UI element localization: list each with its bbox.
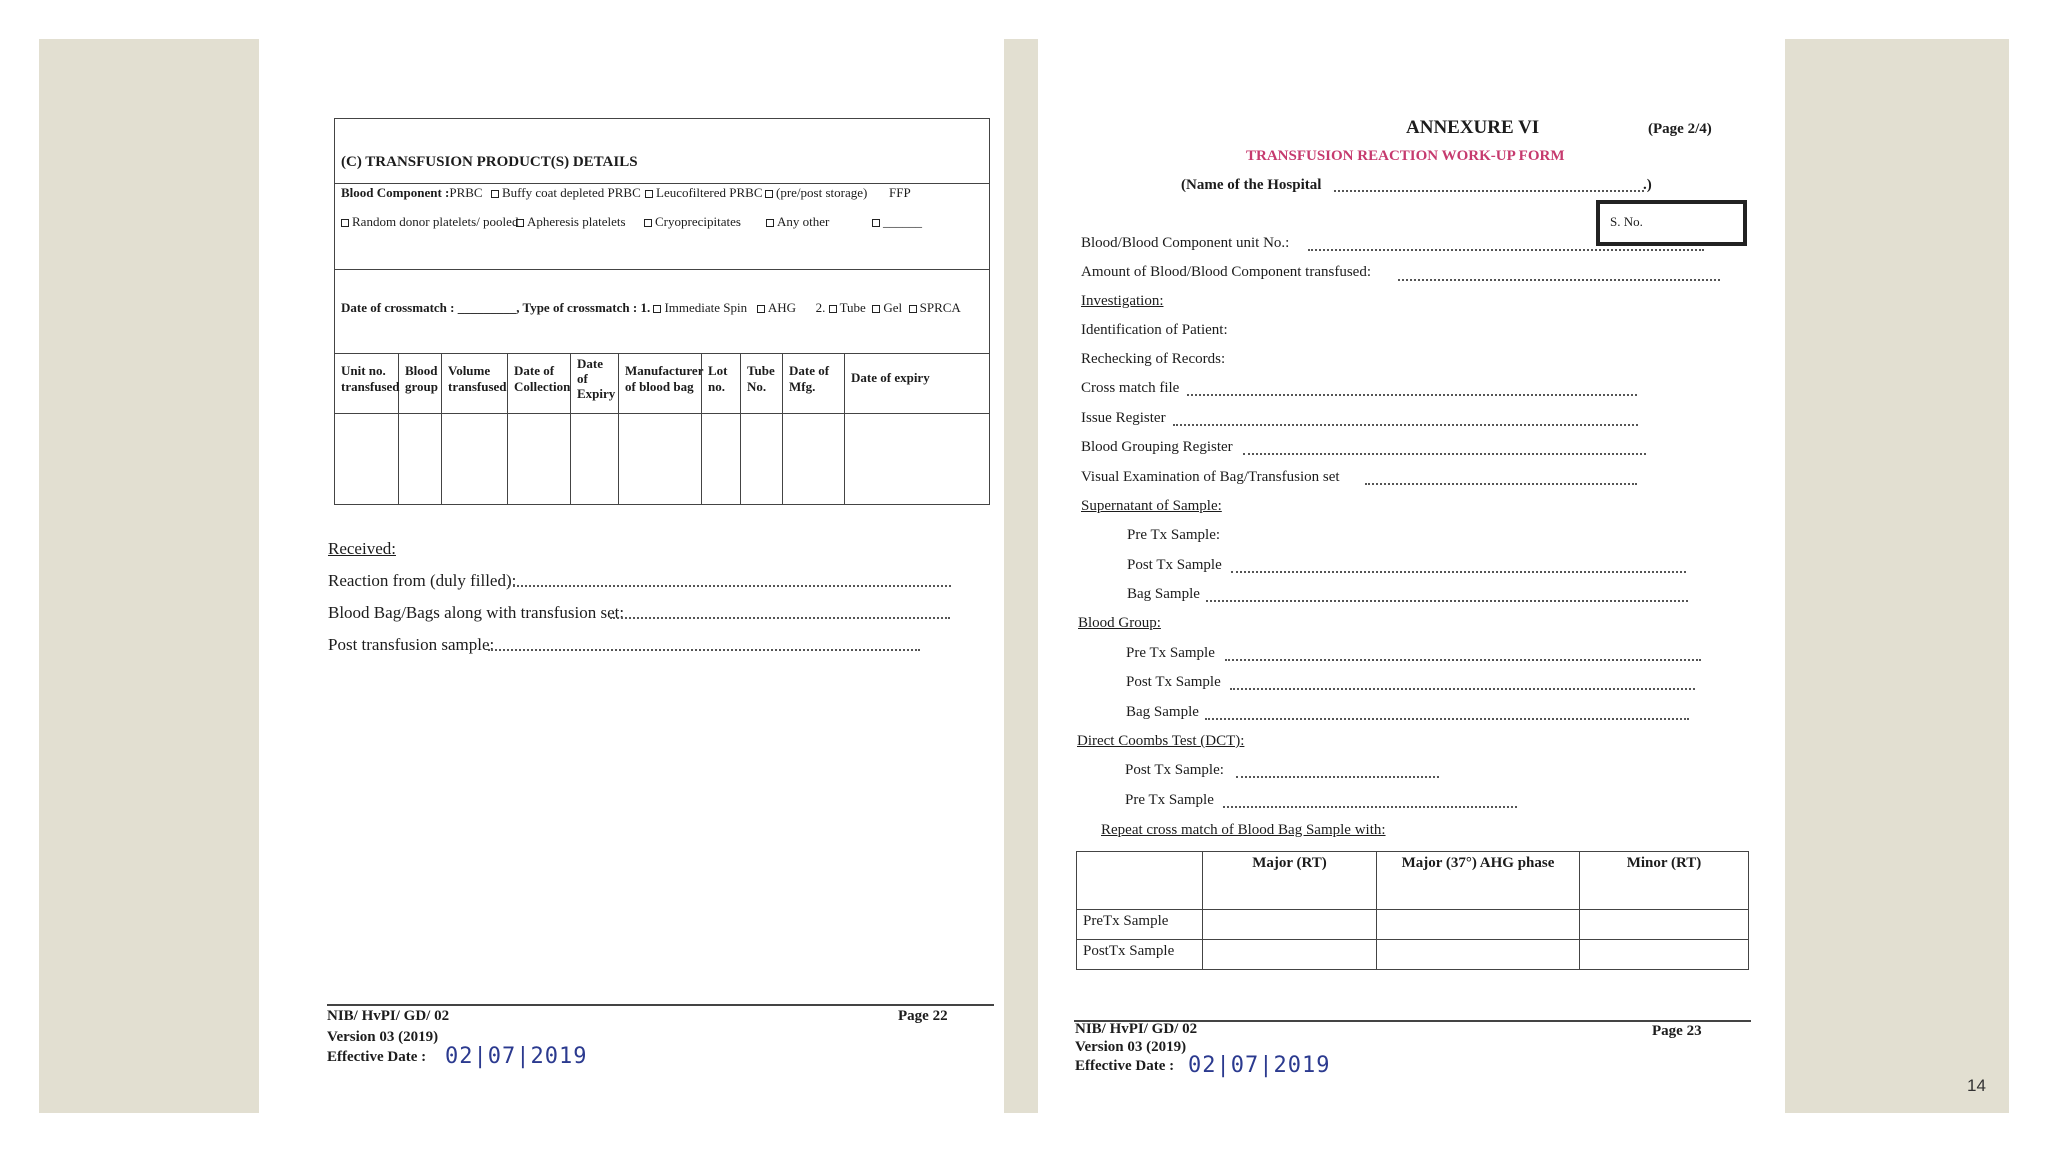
dotted-line bbox=[1206, 600, 1688, 602]
received-heading: Received: bbox=[328, 539, 396, 558]
footer-effective-label: Effective Date : bbox=[1075, 1058, 1175, 1074]
col-header-date-collection: Date of Collection bbox=[514, 363, 571, 394]
footer-version: Version 03 (2019) bbox=[327, 1029, 439, 1045]
crossmatch-text: Date of crossmatch : _________, Type of crossmatch : 1. bbox=[341, 300, 651, 315]
col-header-unit-no: Unit no. transfused bbox=[341, 363, 400, 394]
supernatant-heading: Supernatant of Sample: bbox=[1081, 498, 1222, 514]
dotted-line bbox=[1243, 453, 1646, 455]
serial-number-label: S. No. bbox=[1610, 214, 1643, 229]
amount-label: Amount of Blood/Blood Component transfused: bbox=[1081, 264, 1371, 280]
checkbox-icon[interactable] bbox=[872, 305, 880, 313]
blood-group-bag: Bag Sample bbox=[1126, 704, 1199, 720]
form-title: TRANSFUSION REACTION WORK-UP FORM bbox=[1246, 148, 1565, 164]
repeat-crossmatch-heading: Repeat cross match of Blood Bag Sample with: bbox=[1101, 822, 1386, 838]
footer-page-number: Page 22 bbox=[898, 1008, 948, 1024]
component-cryo: Cryoprecipitates bbox=[644, 214, 741, 230]
unit-no-label: Blood/Blood Component unit No.: bbox=[1081, 235, 1290, 251]
received-item-reaction: Reaction from (duly filled): bbox=[328, 571, 517, 590]
investigation-heading: Investigation: bbox=[1081, 293, 1164, 309]
supernatant-pre-tx: Pre Tx Sample: bbox=[1127, 527, 1221, 543]
table-row bbox=[1077, 940, 1749, 970]
annexure-title: ANNEXURE VI bbox=[1406, 117, 1540, 138]
checkbox-icon[interactable] bbox=[829, 305, 837, 313]
col-header-manufacturer: Manufacturer of blood bag bbox=[625, 363, 704, 394]
dct-pre-tx: Pre Tx Sample bbox=[1125, 792, 1214, 808]
crossmatch-tube: Tube bbox=[839, 300, 866, 315]
blood-group-pre-tx: Pre Tx Sample bbox=[1126, 645, 1215, 661]
col-header-tube-no: Tube No. bbox=[747, 363, 775, 394]
component-buffy: Buffy coat depleted PRBC bbox=[491, 185, 641, 201]
col-header-date-mfg: Date of Mfg. bbox=[789, 363, 830, 394]
dotted-line bbox=[1308, 249, 1704, 251]
checkbox-icon[interactable] bbox=[757, 305, 765, 313]
blood-component-label: Blood Component : bbox=[341, 185, 450, 200]
checkbox-icon[interactable] bbox=[653, 305, 661, 313]
col-header-volume: Volume transfused bbox=[448, 363, 507, 394]
footer-doc-code: NIB/ HvPI/ GD/ 02 bbox=[1075, 1021, 1198, 1037]
component-random-donor: Random donor platelets/ pooled bbox=[341, 214, 518, 230]
component-leucofiltered: Leucofiltered PRBC bbox=[645, 185, 763, 201]
checkbox-icon[interactable] bbox=[644, 219, 652, 227]
checkbox-icon[interactable] bbox=[766, 219, 774, 227]
checkbox-icon[interactable] bbox=[872, 219, 880, 227]
crossmatch-sprca: SPRCA bbox=[919, 300, 961, 315]
dotted-line bbox=[610, 617, 950, 619]
crossmatch-immediate-spin: Immediate Spin bbox=[664, 300, 748, 315]
footer-effective-date-handwritten: 02|07|2019 bbox=[445, 1044, 588, 1069]
dotted-line bbox=[1173, 424, 1638, 426]
col-header-date-of-expiry: Date of expiry bbox=[851, 370, 930, 385]
crossmatch-prefix-2: 2. bbox=[815, 300, 826, 315]
received-item-post-sample: Post transfusion sample: bbox=[328, 635, 495, 654]
component-apheresis: Apheresis platelets bbox=[516, 214, 626, 230]
received-item-blood-bag: Blood Bag/Bags along with transfusion set: bbox=[328, 603, 625, 622]
rechecking-label: Rechecking of Records: bbox=[1081, 351, 1226, 367]
page-of-label: (Page 2/4) bbox=[1648, 121, 1712, 137]
table-row-label-posttx: PostTx Sample bbox=[1077, 940, 1203, 970]
checkbox-icon[interactable] bbox=[909, 305, 917, 313]
footer-rule bbox=[327, 1004, 994, 1006]
checkbox-icon[interactable] bbox=[341, 219, 349, 227]
blood-group-heading: Blood Group: bbox=[1078, 615, 1161, 631]
table-cell[interactable] bbox=[1580, 940, 1749, 970]
dotted-line bbox=[1236, 776, 1439, 778]
left-margin-panel bbox=[39, 39, 259, 1113]
dotted-line bbox=[508, 585, 951, 587]
footer-version: Version 03 (2019) bbox=[1075, 1039, 1187, 1055]
dotted-line bbox=[1205, 718, 1689, 720]
dotted-line bbox=[1398, 279, 1720, 281]
record-blood-grouping-register: Blood Grouping Register bbox=[1081, 439, 1233, 455]
component-prbc: PRBC bbox=[449, 185, 483, 200]
component-any-other: Any other bbox=[766, 214, 829, 230]
table-cell[interactable] bbox=[1580, 910, 1749, 940]
record-issue-register: Issue Register bbox=[1081, 410, 1166, 426]
crossmatch-row bbox=[341, 300, 961, 316]
record-cross-match-file: Cross match file bbox=[1081, 380, 1180, 396]
supernatant-post-tx: Post Tx Sample bbox=[1127, 557, 1222, 573]
table-header-minor-rt: Minor (RT) bbox=[1580, 852, 1749, 910]
col-header-date-expiry: Date of Expiry bbox=[577, 356, 616, 401]
center-gutter-panel bbox=[1004, 39, 1038, 1113]
table-row bbox=[1077, 910, 1749, 940]
dotted-line bbox=[488, 649, 920, 651]
footer-effective-label: Effective Date : bbox=[327, 1049, 427, 1065]
dct-post-tx: Post Tx Sample: bbox=[1125, 762, 1224, 778]
table-header-row bbox=[1077, 852, 1749, 910]
dotted-line bbox=[1223, 806, 1517, 808]
serial-number-box[interactable] bbox=[1596, 200, 1747, 246]
table-cell[interactable] bbox=[1377, 910, 1580, 940]
table-cell[interactable] bbox=[1203, 910, 1377, 940]
hospital-close: .) bbox=[1643, 177, 1652, 193]
checkbox-icon[interactable] bbox=[491, 190, 499, 198]
dotted-line bbox=[1365, 483, 1637, 485]
right-margin-panel bbox=[1785, 39, 2009, 1113]
dotted-line bbox=[1225, 659, 1701, 661]
checkbox-icon[interactable] bbox=[645, 190, 653, 198]
section-title: (C) TRANSFUSION PRODUCT(S) DETAILS bbox=[341, 154, 638, 170]
col-header-lot-no: Lot no. bbox=[708, 363, 728, 394]
component-ffp: FFP bbox=[889, 185, 911, 200]
table-cell[interactable] bbox=[1377, 940, 1580, 970]
component-prepost: (pre/post storage) bbox=[765, 185, 867, 201]
table-row-label-pretx: PreTx Sample bbox=[1077, 910, 1203, 940]
component-other-blank: ______ bbox=[872, 214, 922, 230]
record-visual-examination: Visual Examination of Bag/Transfusion set bbox=[1081, 469, 1340, 485]
dotted-line bbox=[1187, 394, 1637, 396]
supernatant-bag: Bag Sample bbox=[1127, 586, 1200, 602]
dct-heading: Direct Coombs Test (DCT): bbox=[1077, 733, 1245, 749]
components-row-1 bbox=[341, 185, 483, 201]
table-header-major-37-ahg: Major (37°) AHG phase bbox=[1377, 852, 1580, 910]
crossmatch-ahg: AHG bbox=[767, 300, 797, 315]
footer-page-number: Page 23 bbox=[1652, 1023, 1702, 1039]
blood-group-post-tx: Post Tx Sample bbox=[1126, 674, 1221, 690]
table-cell[interactable] bbox=[1203, 940, 1377, 970]
repeat-crossmatch-table bbox=[1076, 851, 1749, 970]
footer-effective-date-handwritten: 02|07|2019 bbox=[1188, 1053, 1331, 1078]
dotted-line bbox=[1231, 571, 1686, 573]
table-header-major-rt: Major (RT) bbox=[1203, 852, 1377, 910]
checkbox-icon[interactable] bbox=[516, 219, 524, 227]
dotted-line bbox=[1230, 688, 1695, 690]
identification-label: Identification of Patient: bbox=[1081, 322, 1228, 338]
dotted-line bbox=[1334, 190, 1644, 192]
checkbox-icon[interactable] bbox=[765, 190, 773, 198]
hospital-name-line: (Name of the Hospital bbox=[1181, 177, 1322, 193]
col-header-blood-group: Blood group bbox=[405, 363, 438, 394]
footer-doc-code: NIB/ HvPI/ GD/ 02 bbox=[327, 1008, 450, 1024]
crossmatch-gel: Gel bbox=[883, 300, 903, 315]
slide-number: 14 bbox=[1967, 1076, 1986, 1095]
